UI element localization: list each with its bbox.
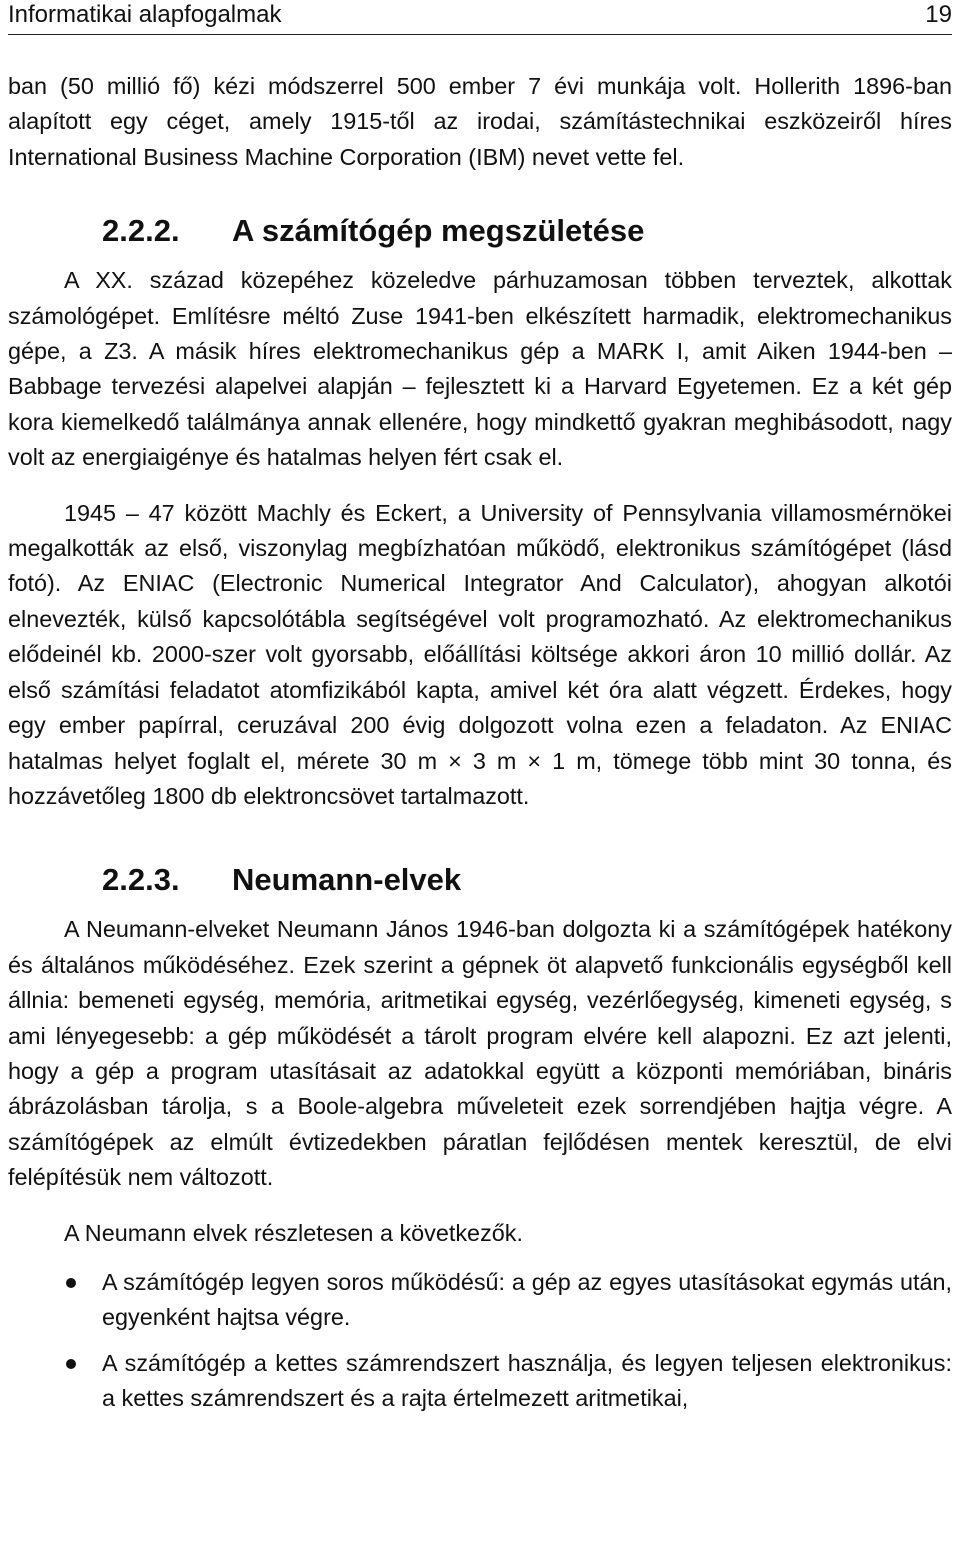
header-title: Informatikai alapfogalmak [8,1,282,28]
section-heading-neumann [8,860,952,900]
intro-paragraph: ban (50 millió fő) kézi módszerrel 500 ember 7 évi munkája volt. Hollerith 1896-ban alapított egy céget, amely 1915-től az irodai, számítástechnikai eszközeiről híres International Business Machine Corporation (IBM) nevet vette fel. [8,73,952,170]
section-number: 2.2.3. [102,862,180,898]
section-number: 2.2.2. [102,213,180,249]
body-paragraph: A Neumann-elveket Neumann János 1946-ban dolgozta ki a számítógépek hatékony és általános működéséhez. Ezek szerint a gépnek öt alapvető funkcionális egységből kell állnia: bemeneti egység, memória, aritmetikai egység, vezérlőegység, kimeneti egység, s ami lényegesebb: a gép működését a tárolt program elvére kell alapozni. Ez azt jelenti, hogy a gép a program utasításait az adatokkal együtt a központi memóriában, bináris ábrázolásban tárolja, s a Boole-algebra műveleteit ezek sorrendjében hajtja végre. A számítógépek az elmúlt évtizedekben páratlan fejlődésen mentek keresztül, de elvi felépítésük nem változott. [8,916,952,1191]
body-paragraph: A XX. század közepéhez közeledve párhuzamosan többen terveztek, alkottak számológépet. Említésre méltó Zuse 1941-ben elkészített harmadik, elektromechanikus gépe, a Z3. A másik híres elektromechanikus gép a MARK I, amit Aiken 1944-ben – Babbage tervezési alapelvei alapján – fejlesztett ki a Harvard Egyetemen. Ez a két gép kora kiemelkedő találmánya annak ellenére, hogy mindkettő gyakran meghibásodott, nagy volt az energiaigénye és hatalmas helyen fért csak el. [8,267,952,471]
list-item-text: A számítógép legyen soros működésű: a gép az egyes utasításokat egymás után, egyenként hajtsa végre. [102,1268,952,1331]
body-paragraph: 1945 – 47 között Machly és Eckert, a University of Pennsylvania villamosmérnökei megalkották az első, viszonylag megbízhatóan működő, elektronikus számítógépet (lásd fotó). Az ENIAC (Electronic Numerical Integrator And Calculator), ahogyan alkotói elnevezték, külső kapcsolótábla segítségével volt programozható. Az elektromechanikus elődeinél kb. 2000-szer volt gyorsabb, előállítási költsége akkori áron 10 millió dollár. Az első számítási feladatot atomfizikából kapta, amivel két óra alatt végzett. Érdekes, hogy egy ember papírral, ceruzával 200 évig dolgozott volna ezen a feladaton. Az ENIAC hatalmas helyet foglalt el, mérete 30 m × 3 m × 1 m, tömege több mint 30 tonna, és hozzávetőleg 1800 db elektroncsövet tartalmazott. [8,499,952,809]
lead-in-paragraph: A Neumann elvek részletesen a következők. [64,1219,523,1246]
list-item [8,1265,952,1336]
list-item [8,1346,952,1417]
document-page [8,0,952,1427]
running-header [8,0,952,35]
list-item-text: A számítógép a kettes számrendszert használja, és legyen teljesen elektronikus: a kettes számrendszert és a rajta értelmezett aritmetikai, [102,1349,952,1412]
page-number: 19 [925,1,952,28]
neumann-principles-list [8,1265,952,1417]
bullet-icon [66,1359,76,1369]
section-heading-birth [8,211,952,251]
section-title: Neumann-elvek [232,862,462,898]
section-title: A számítógép megszületése [232,213,645,249]
bullet-icon [66,1278,76,1288]
